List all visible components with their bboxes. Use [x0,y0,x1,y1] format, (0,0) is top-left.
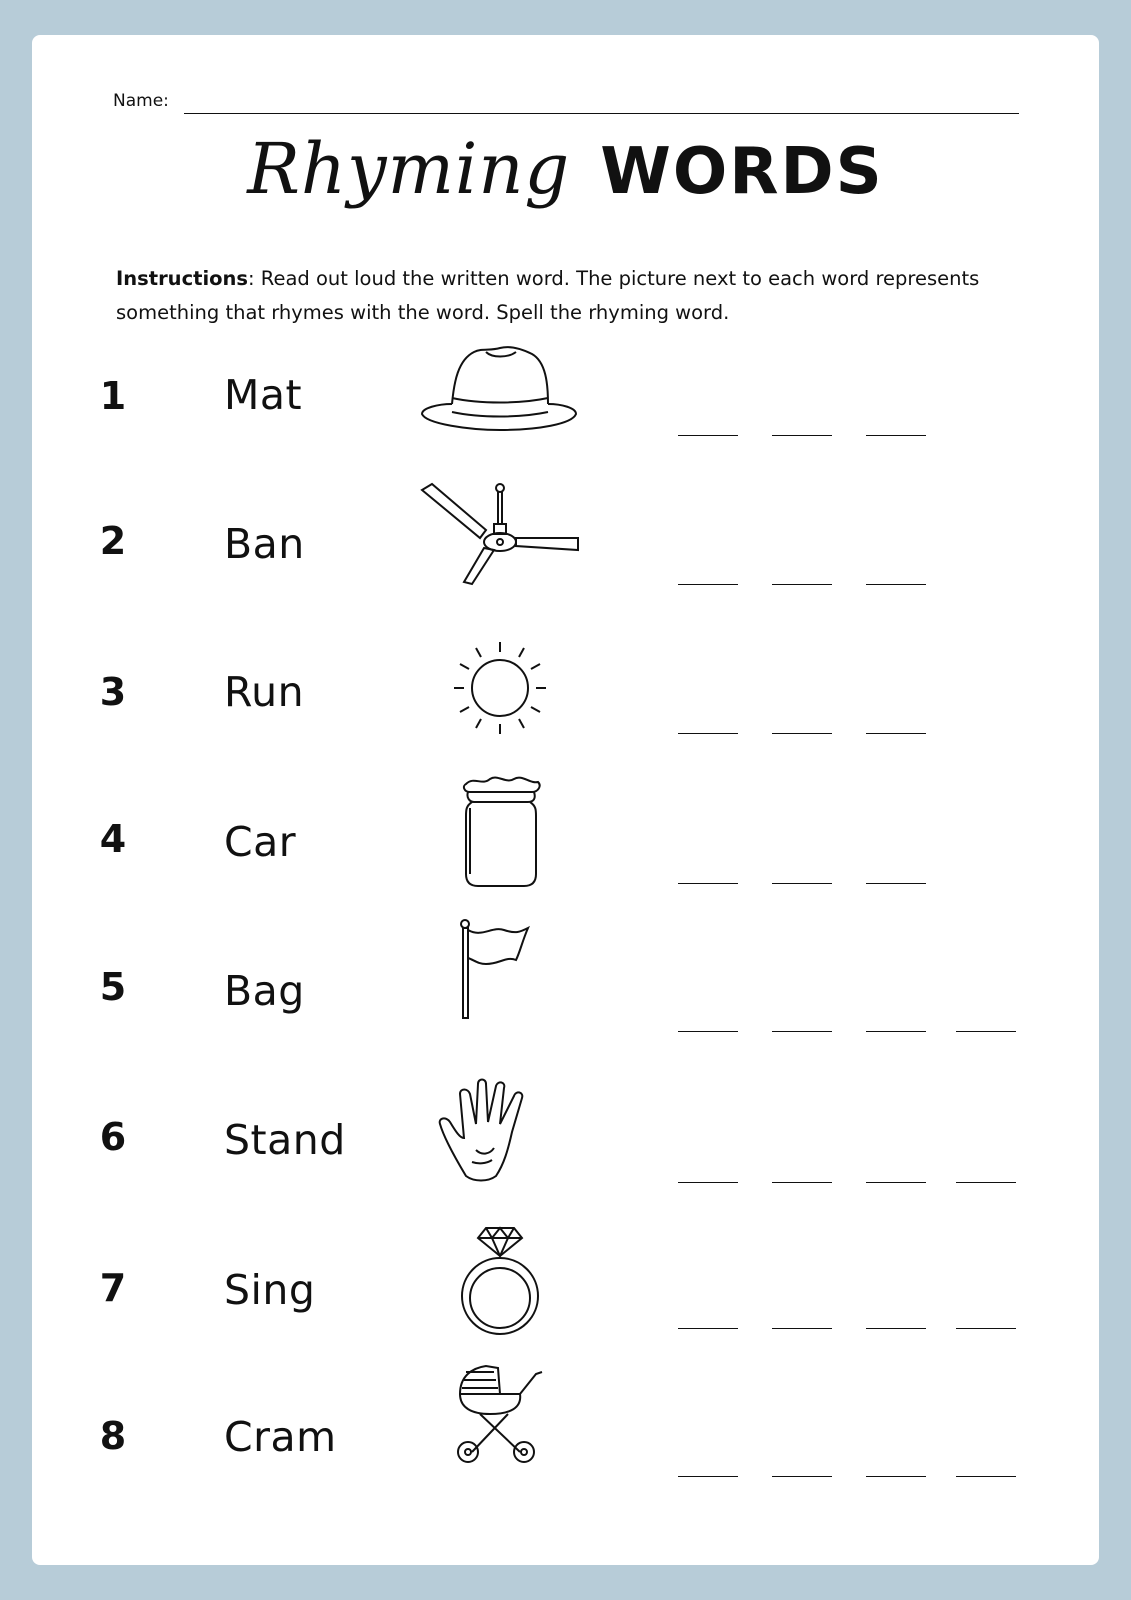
exercise-row [0,1414,1131,1544]
answer-blanks[interactable] [678,584,1038,594]
blank-slot[interactable] [772,883,832,884]
instructions-text: : Read out loud the written word. The picture next to each word represents something that rhymes with the word. Spell the rhyming word. [116,267,980,324]
worksheet-title [0,128,1131,210]
exercise-word: Mat [224,371,303,419]
ring-icon [420,1226,585,1336]
title-script: Rhyming [247,128,571,210]
flag-icon [420,920,585,1030]
blank-slot[interactable] [956,1031,1016,1032]
pram-icon [420,1364,585,1474]
blank-slot[interactable] [678,584,738,585]
exercise-number: 4 [99,817,127,861]
exercise-word: Ban [224,520,305,568]
exercise-word: Run [224,668,305,716]
blank-slot[interactable] [866,1328,926,1329]
blank-slot[interactable] [678,1476,738,1477]
exercise-row [0,519,1131,652]
blank-slot[interactable] [772,435,832,436]
name-input-line[interactable] [184,113,1019,114]
exercise-row [0,372,1131,502]
blank-slot[interactable] [678,1182,738,1183]
exercise-number: 5 [99,965,127,1009]
instructions [116,262,996,330]
ceiling-fan-icon [420,484,585,594]
blank-slot[interactable] [772,1031,832,1032]
exercise-number: 3 [99,670,127,714]
hand-icon [420,1076,585,1186]
blank-slot[interactable] [956,1182,1016,1183]
title-bold: WORDS [600,135,884,209]
exercise-word: Sing [224,1266,316,1314]
blank-slot[interactable] [678,435,738,436]
blank-slot[interactable] [866,1476,926,1477]
answer-blanks[interactable] [678,883,1038,893]
hat-icon [420,342,585,452]
blank-slot[interactable] [866,1182,926,1183]
exercise-number: 6 [99,1115,127,1159]
blank-slot[interactable] [866,733,926,734]
exercise-word: Car [224,818,297,866]
blank-slot[interactable] [678,733,738,734]
blank-slot[interactable] [956,1328,1016,1329]
answer-blanks[interactable] [678,1031,1038,1041]
exercise-number: 2 [99,519,127,563]
exercise-word: Stand [224,1116,346,1164]
blank-slot[interactable] [866,435,926,436]
blank-slot[interactable] [772,1182,832,1183]
blank-slot[interactable] [772,1328,832,1329]
answer-blanks[interactable] [678,1476,1038,1486]
name-label: Name: [113,91,169,111]
exercise-word: Bag [224,967,305,1015]
blank-slot[interactable] [866,883,926,884]
instructions-heading: Instructions [116,267,249,290]
sun-icon [420,638,585,748]
blank-slot[interactable] [866,1031,926,1032]
answer-blanks[interactable] [678,733,1038,743]
jar-icon [420,776,585,886]
blank-slot[interactable] [678,1328,738,1329]
exercise-number: 8 [99,1414,127,1458]
blank-slot[interactable] [678,1031,738,1032]
exercise-number: 1 [99,374,127,418]
blank-slot[interactable] [866,584,926,585]
blank-slot[interactable] [678,883,738,884]
exercise-number: 7 [99,1266,127,1310]
blank-slot[interactable] [772,584,832,585]
blank-slot[interactable] [772,733,832,734]
answer-blanks[interactable] [678,1328,1038,1338]
blank-slot[interactable] [772,1476,832,1477]
answer-blanks[interactable] [678,435,1038,445]
exercise-word: Cram [224,1413,337,1461]
answer-blanks[interactable] [678,1182,1038,1192]
blank-slot[interactable] [956,1476,1016,1477]
